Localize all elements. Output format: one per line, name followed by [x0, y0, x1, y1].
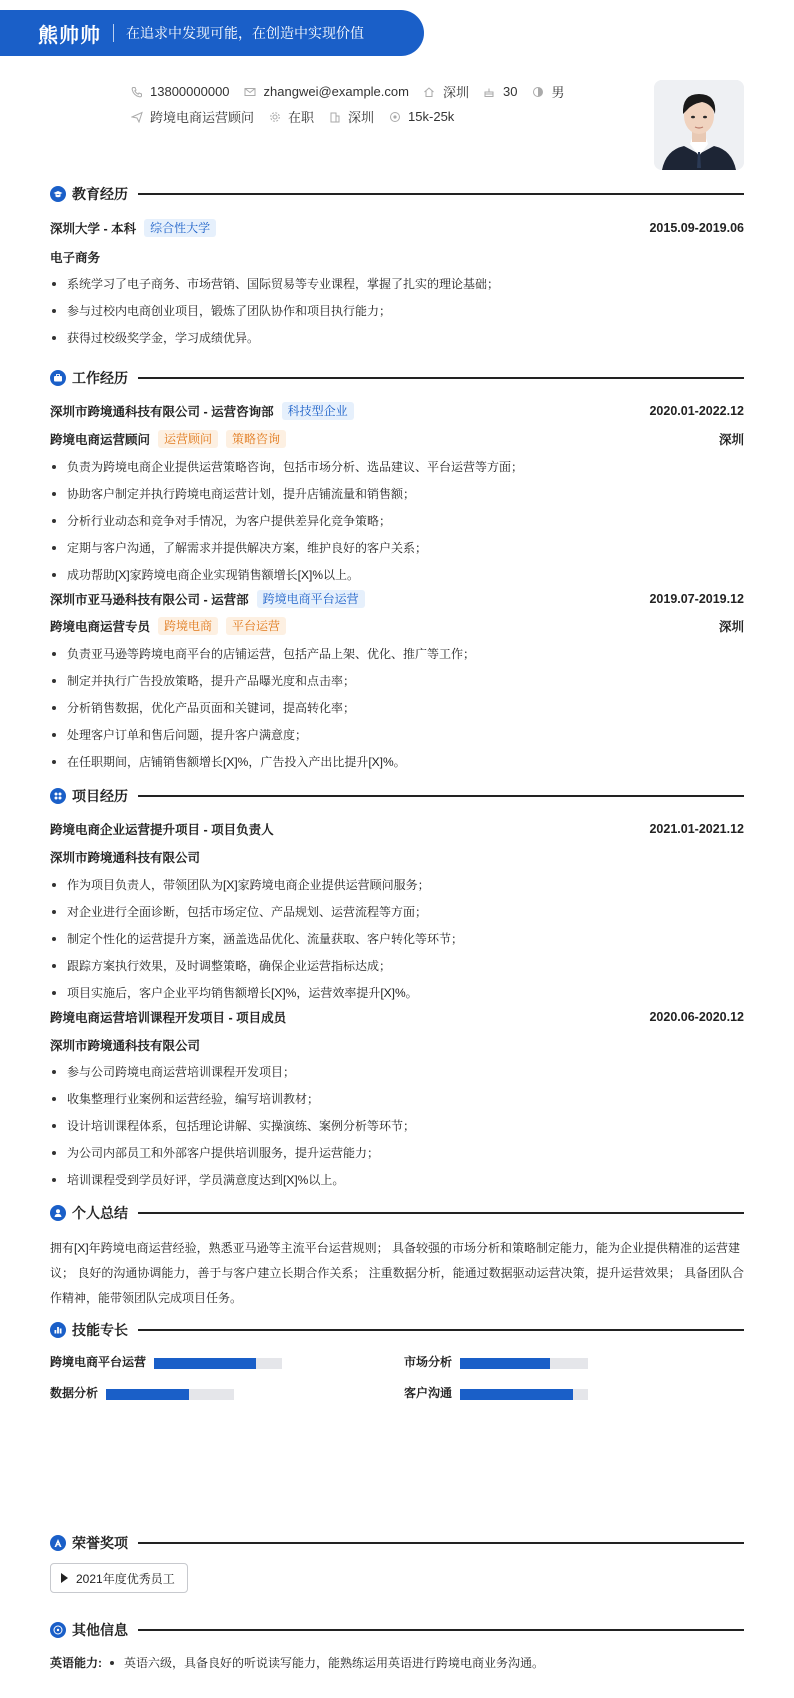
intent-salary	[388, 109, 454, 124]
list-item: 培训课程受到学员好评，学员满意度达到[X]%以上。	[50, 1171, 744, 1198]
contact-age	[483, 84, 517, 99]
education-bullets	[50, 275, 744, 356]
cake-icon	[483, 85, 496, 98]
skill-item: 市场分析	[404, 1355, 453, 1369]
role-tag: 策略咨询	[226, 430, 286, 448]
candidate-slogan: 在追求中发现可能，在创造中实现价值	[126, 25, 364, 41]
award-icon	[50, 1535, 66, 1551]
person-icon	[50, 1205, 66, 1221]
list-item: 负责为跨境电商企业提供运营策略咨询，包括市场分析、选品建议、平台运营等方面；	[50, 458, 744, 485]
mail-icon	[244, 85, 257, 98]
list-item: 制定个性化的运营提升方案，涵盖选品优化、流量获取、客户转化等环节；	[50, 930, 744, 957]
profile-photo	[654, 80, 744, 170]
project-bullets-1	[50, 876, 744, 1011]
skill-bar	[106, 1389, 234, 1400]
list-item: 获得过校级奖学金，学习成绩优异。	[50, 329, 744, 356]
section-skills: 技能专长	[50, 1320, 744, 1340]
triangle-right-icon	[61, 1573, 68, 1583]
phone-icon	[130, 85, 143, 98]
section-education: 教育经历	[50, 184, 744, 204]
gender-icon	[531, 85, 544, 98]
work-role-1: 跨境电商运营顾问 运营顾问 策略咨询 深圳	[50, 432, 744, 447]
grid-icon	[50, 788, 66, 804]
list-item: 定期与客户沟通，了解需求并提供解决方案，维护良好的客户关系；	[50, 539, 744, 566]
contact-phone	[130, 84, 230, 99]
gender-text: 男	[551, 85, 565, 100]
list-item: 在任职期间，店铺销售额增长[X]%，广告投入产出比提升[X]%。	[50, 753, 744, 780]
list-item: 作为项目负责人，带领团队为[X]家跨境电商企业提供运营顾问服务；	[50, 876, 744, 903]
skill-bar-fill	[106, 1389, 189, 1400]
coin-icon	[388, 110, 401, 123]
info-icon	[50, 1622, 66, 1638]
work-header-2: 深圳市亚马逊科技有限公司 - 运营部 跨境电商平台运营 2019.07-2019.12	[50, 592, 744, 607]
work-bullets-2	[50, 645, 744, 780]
phone-text: 13800000000	[150, 84, 230, 99]
section-summary: 个人总结	[50, 1203, 744, 1223]
education-period: 2015.09-2019.06	[649, 221, 744, 235]
award-badge: 2021年度优秀员工	[50, 1563, 188, 1593]
contact-city	[423, 82, 469, 101]
intent-position	[130, 107, 254, 126]
list-item: 处理客户订单和售后问题，提升客户满意度；	[50, 726, 744, 753]
skill-bar-fill	[154, 1358, 256, 1369]
education-tag: 综合性大学	[144, 219, 216, 237]
section-project: 项目经历	[50, 786, 744, 806]
intent-status	[268, 107, 314, 126]
status-text: 在职	[288, 110, 315, 125]
list-item: 分析行业动态和竞争对手情况，为客户提供差异化竞争策略；	[50, 512, 744, 539]
gear-icon	[268, 110, 281, 123]
project-org-1: 深圳市跨境通科技有限公司	[50, 851, 201, 865]
list-item: 制定并执行广告投放策略，提升产品曝光度和点击率；	[50, 672, 744, 699]
graduation-cap-icon	[50, 186, 66, 202]
name-banner	[0, 10, 424, 56]
role-tag: 跨境电商	[158, 617, 218, 635]
home-icon	[423, 85, 436, 98]
list-item: 设计培训课程体系，包括理论讲解、实操演练、案例分析等环节；	[50, 1117, 744, 1144]
company-tag: 科技型企业	[282, 402, 354, 420]
contact-gender	[531, 82, 564, 101]
list-item: 分析销售数据，优化产品页面和关键词，提高转化率；	[50, 699, 744, 726]
intent-city-text: 深圳	[348, 110, 375, 125]
list-item: 项目实施后，客户企业平均销售额增长[X]%，运营效率提升[X]%。	[50, 984, 744, 1011]
section-work: 工作经历	[50, 368, 744, 388]
list-item: 为公司内部员工和外部客户提供培训服务，提升运营能力；	[50, 1144, 744, 1171]
send-icon	[130, 110, 143, 123]
work-header-1: 深圳市跨境通科技有限公司 - 运营咨询部 科技型企业 2020.01-2022.12	[50, 404, 744, 419]
work-role-2: 跨境电商运营专员 跨境电商 平台运营 深圳	[50, 619, 744, 634]
other-info	[50, 1654, 544, 1671]
project-header-1: 跨境电商企业运营提升项目 - 项目负责人 2021.01-2021.12	[50, 822, 744, 837]
skill-item: 数据分析	[50, 1386, 99, 1400]
list-item: 成功帮助[X]家跨境电商企业实现销售额增长[X]%以上。	[50, 566, 744, 593]
other-label: 英语能力:	[50, 1656, 102, 1670]
other-text: 英语六级，具备良好的听说读写能力，能熟练运用英语进行跨境电商业务沟通。	[124, 1656, 545, 1670]
project-bullets-2	[50, 1063, 744, 1198]
skill-bar-fill	[460, 1358, 550, 1369]
salary-text: 15k-25k	[408, 109, 455, 124]
list-item: 参与过校内电商创业项目，锻炼了团队协作和项目执行能力；	[50, 302, 744, 329]
skill-bar	[154, 1358, 282, 1369]
bar-chart-icon	[50, 1322, 66, 1338]
summary-text: 拥有[X]年跨境电商运营经验，熟悉亚马逊等主流平台运营规则； 具备较强的市场分析和策略制定能力，能为企业提供精准的运营建议； 良好的沟通协调能力，善于与客户建立长期合作关系； 注重数据分析，能通过数据驱动运营决策，提升运营效果； 具备团队合作精神，能带领团队完成项目任务。	[50, 1241, 745, 1305]
role-tag: 运营顾问	[158, 430, 218, 448]
position-text: 跨境电商运营顾问	[150, 110, 255, 125]
skill-item: 客户沟通	[404, 1386, 453, 1400]
building-icon	[328, 110, 341, 123]
skill-item: 跨境电商平台运营	[50, 1355, 147, 1369]
education-header	[50, 219, 744, 237]
email-text: zhangwei@example.com	[263, 84, 409, 99]
section-other: 其他信息	[50, 1620, 744, 1640]
skill-bar	[460, 1358, 588, 1369]
intent-row	[130, 107, 468, 126]
list-item: 系统学习了电子商务、市场营销、国际贸易等专业课程，掌握了扎实的理论基础；	[50, 275, 744, 302]
contact-row	[130, 82, 578, 101]
role-tag: 平台运营	[226, 617, 286, 635]
project-org-2: 深圳市跨境通科技有限公司	[50, 1039, 201, 1053]
education-major: 电子商务	[50, 251, 101, 265]
work-bullets-1	[50, 458, 744, 593]
company-tag: 跨境电商平台运营	[257, 590, 365, 608]
list-item: 协助客户制定并执行跨境电商运营计划，提升店铺流量和销售额；	[50, 485, 744, 512]
project-header-2: 跨境电商运营培训课程开发项目 - 项目成员 2020.06-2020.12	[50, 1010, 744, 1025]
banner-divider	[113, 24, 114, 42]
intent-city	[328, 107, 374, 126]
contact-email	[244, 84, 409, 99]
list-item: 对企业进行全面诊断，包括市场定位、产品规划、运营流程等方面；	[50, 903, 744, 930]
list-item: 参与公司跨境电商运营培训课程开发项目；	[50, 1063, 744, 1090]
skill-bar	[460, 1389, 588, 1400]
list-item: 跟踪方案执行效果，及时调整策略，确保企业运营指标达成；	[50, 957, 744, 984]
skill-bar-fill	[460, 1389, 573, 1400]
candidate-name: 熊帅帅	[38, 24, 101, 47]
briefcase-icon	[50, 370, 66, 386]
section-awards: 荣誉奖项	[50, 1533, 744, 1553]
list-item: 负责亚马逊等跨境电商平台的店铺运营，包括产品上架、优化、推广等工作；	[50, 645, 744, 672]
list-item: 收集整理行业案例和运营经验，编写培训教材；	[50, 1090, 744, 1117]
education-school: 深圳大学 - 本科	[50, 222, 137, 236]
age-text: 30	[502, 84, 518, 99]
city-text: 深圳	[442, 85, 469, 100]
